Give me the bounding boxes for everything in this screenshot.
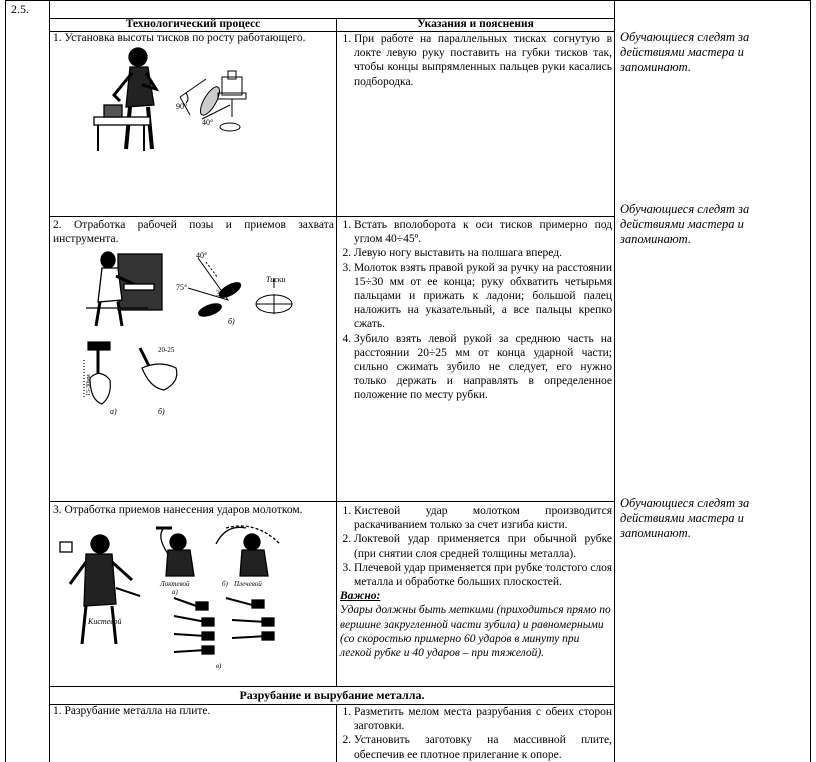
wrist-strike-label: Кистевой [88, 617, 122, 626]
row-2-student-activity: Обучающиеся следят за действиями мастера и запоминают. [620, 202, 750, 246]
angle-label-40: 40° [202, 118, 214, 127]
row-1-process: 1. Установка высоты тисков по росту работающего. [53, 32, 306, 44]
last-row-notes [340, 705, 612, 762]
strike-figure-c-label: в) [216, 662, 222, 670]
row-3-note-2: 2. Локтевой удар применяется при обычной рубке (при снятии слоя средней толщины металла). [354, 532, 612, 560]
figure-b-label: б) [228, 317, 235, 326]
strike-figure-b-label: б) [222, 580, 228, 588]
row-2-notes [340, 218, 612, 403]
row-2-note-1: 1. Встать вполоборота к оси тисков примерно под углом 40÷45º. [354, 218, 612, 246]
important-label: Важно: [340, 590, 381, 603]
last-row-process: 1. Разрубание металла на плите. [53, 705, 211, 717]
last-row-note-2: 2. Установить заготовку на массивной плите, обеспечив ее плотное прилегание к опоре. [354, 733, 612, 761]
row-2-note-2: 2. Левую ногу выставить на полшага вперед. [354, 246, 612, 260]
row-1-notes [340, 32, 612, 89]
row-1-student-activity: Обучающиеся следят за действиями мастера и запоминают. [620, 30, 750, 74]
process-column-header: Технологический процесс [125, 18, 261, 30]
working-posture-illustration [78, 248, 308, 328]
last-row-note-1: 1. Разметить мелом места разрубания с обеих сторон заготовки. [354, 705, 612, 733]
row-2-note-4: 4. Зубило взять левой рукой за среднюю часть на расстоянии 20÷25 мм от конца ударной части; сильно сжимать зубило не следует, его нужно только держать и направлять в определенное положение по месту рубки. [354, 332, 612, 403]
row-2-process: 2. Отработка рабочей позы и приемов захвата инструмента. [53, 219, 334, 246]
angle-label-90: 90° [176, 102, 188, 111]
angle-label-35: 35° [216, 289, 228, 298]
row-3-process: 3. Отработка приемов нанесения ударов молотком. [53, 504, 303, 516]
row-3-notes [340, 504, 612, 660]
handle-distance-label: 15-30мм [86, 374, 92, 396]
angle-label-40b: 40° [196, 251, 208, 260]
shoulder-strike-label: Плечевой [234, 580, 262, 588]
row-3-note-1: 1. Кистевой удар молотком производится раскачиванием только за счет изгиба кисти. [354, 504, 612, 532]
grip-distance-label: 20-25 [158, 346, 175, 354]
vise-label: Тиски [266, 275, 286, 284]
figure-a-label: а) [110, 407, 117, 416]
row-2-note-3: 3. Молоток взять правой рукой за ручку на расстоянии 15÷30 мм от ее конца; руку обхватить четырьмя пальцами и прижать к ладони; большой палец наложить на указательный, а все пальцы крепко сжать. [354, 261, 612, 332]
row-1-note-1: 1. При работе на параллельных тисках согнутую в локте левую руку поставить на губки тисков так, чтобы концы выпрямленных пальцев руки касались подбородка. [354, 32, 612, 89]
elbow-strike-label: Локтевой [160, 580, 190, 588]
hammer-strikes-illustration [56, 524, 296, 674]
vise-height-illustration [90, 45, 260, 155]
subsection-title: Разрубание и вырубание металла. [239, 688, 425, 702]
strike-figure-a-label: а) [172, 588, 178, 596]
angle-label-75: 75° [176, 283, 188, 292]
row-3-student-activity: Обучающиеся следят за действиями мастера и запоминают. [620, 496, 750, 540]
section-number: 2.5. [11, 2, 29, 16]
tool-grip-illustration [80, 338, 190, 418]
row-3-note-3: 3. Плечевой удар применяется при рубке толстого слоя металла и обработке больших плоскостей. [354, 561, 612, 589]
notes-column-header: Указания и пояснения [417, 18, 534, 30]
important-text: Удары должны быть меткими (приходиться прямо по вершине закругленной части зубила) и равномерными (со скоростью примерно 60 ударов в минуту при легкой рубке и 40 ударов – при тяжелой). [340, 604, 611, 660]
figure-b2-label: б) [158, 407, 165, 416]
